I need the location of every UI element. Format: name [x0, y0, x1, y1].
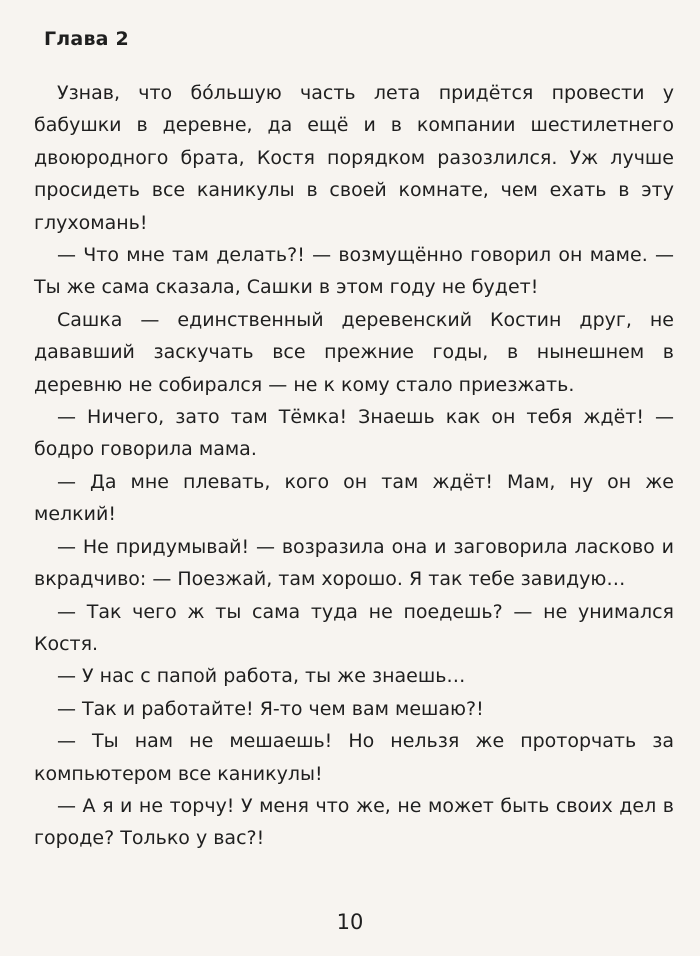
- paragraph-6: — Не придумывай! — возразила она и заговорила ласково и вкрадчиво: — Поезжай, там хорошо. Я так тебе завидую…: [34, 535, 674, 591]
- paragraph-1: Узнав, что бо́льшую часть лета придётся провести у бабушки в деревне, да ещё и в компании шестилетнего двоюродного брата, Костя порядком разозлился. Уж лучше просидеть все каникулы в своей комнате, чем ехать в эту глухомань!: [34, 82, 674, 234]
- paragraph-2: — Что мне там делать?! — возмущённо говорил он маме. — Ты же сама сказала, Сашки в этом году не будет!: [34, 244, 674, 299]
- paragraph-5: — Да мне плевать, кого он там ждёт! Мам, ну он же мелкий!: [34, 470, 674, 526]
- paragraph-9: — Так и работайте! Я-то чем вам мешаю?!: [57, 697, 484, 720]
- chapter-text: [34, 77, 674, 855]
- chapter-title: Глава 2: [44, 28, 129, 50]
- paragraph-10: — Ты нам не мешаешь! Но нельзя же проторчать за компьютером все каникулы!: [34, 730, 674, 785]
- page-number: 10: [336, 910, 364, 934]
- paragraph-7: — Так чего ж ты сама туда не поедешь? — не унимался Костя.: [34, 600, 674, 655]
- paragraph-8: — У нас с папой работа, ты же знаешь…: [57, 665, 466, 688]
- paragraph-11: — А я и не торчу! У меня что же, не может быть своих дел в городе? Только у вас?!: [34, 794, 674, 850]
- paragraph-4: — Ничего, зато там Тёмка! Знаешь как он тебя ждёт! — бодро говорила мама.: [34, 406, 674, 461]
- paragraph-3: Сашка — единственный деревенский Костин друг, не дававший заскучать все прежние годы, в нынешнем в деревню не собирался — не к кому стало приезжать.: [34, 308, 674, 396]
